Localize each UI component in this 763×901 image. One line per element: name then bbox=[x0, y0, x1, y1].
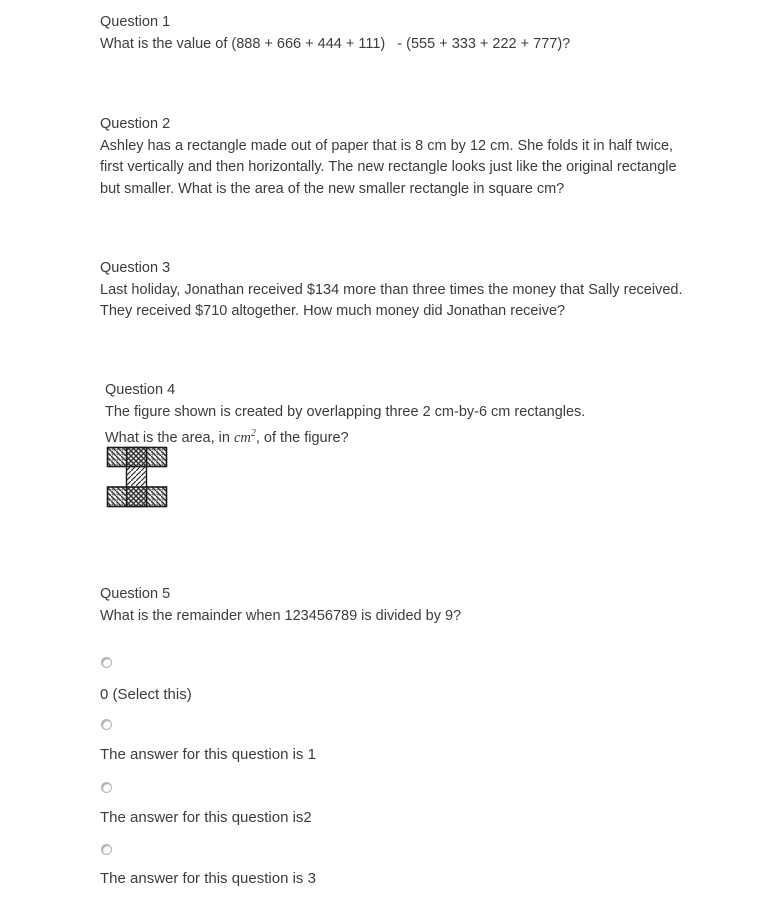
question-3-heading: Question 3 bbox=[100, 260, 171, 276]
question-5 bbox=[100, 584, 461, 627]
question-4-math-before: What is the area, in bbox=[105, 429, 234, 446]
answer-radio-3[interactable] bbox=[101, 844, 112, 855]
question-3-text-line: Last holiday, Jonathan received $134 more than three times the money that Sally received. bbox=[100, 281, 683, 298]
question-1 bbox=[100, 12, 570, 55]
answer-label-0[interactable]: 0 (Select this) bbox=[100, 686, 192, 703]
answer-label-1[interactable]: The answer for this question is 1 bbox=[100, 746, 316, 763]
question-4 bbox=[105, 380, 585, 449]
question-2-text-line: first vertically and then horizontally. The new rectangle looks just like the original rectangle bbox=[100, 159, 677, 175]
math-cm-squared: cm bbox=[233, 429, 251, 446]
answer-label-2[interactable]: The answer for this question is2 bbox=[100, 809, 312, 826]
question-4-heading: Question 4 bbox=[105, 382, 176, 398]
overlapping-rectangles-figure bbox=[106, 446, 168, 513]
answer-label-3[interactable]: The answer for this question is 3 bbox=[100, 870, 316, 887]
question-3 bbox=[100, 258, 683, 323]
question-3-text-line: They received $710 altogether. How much money did Jonathan receive? bbox=[100, 303, 566, 319]
question-4-text-line: The figure shown is created by overlapping three 2 cm-by-6 cm rectangles. bbox=[105, 403, 586, 420]
answer-radio-2[interactable] bbox=[101, 782, 112, 793]
answer-radio-0[interactable] bbox=[101, 657, 112, 668]
question-2 bbox=[100, 114, 677, 200]
overlapping-rectangles-svg bbox=[106, 446, 168, 508]
answer-radio-1[interactable] bbox=[101, 719, 112, 730]
question-5-text: What is the remainder when 123456789 is divided by 9? bbox=[100, 607, 462, 624]
question-2-text-line: Ashley has a rectangle made out of paper that is 8 cm by 12 cm. She folds it in half twice, bbox=[100, 137, 674, 154]
question-1-heading: Question 1 bbox=[100, 14, 171, 30]
math-superscript-2: 2 bbox=[250, 428, 256, 439]
question-2-text-line: but smaller. What is the area of the new smaller rectangle in square cm? bbox=[100, 180, 565, 197]
question-2-heading: Question 2 bbox=[100, 116, 171, 132]
figure-middle-rectangle bbox=[127, 448, 147, 507]
question-1-text: What is the value of (888 + 666 + 444 + 111) - (555 + 333 + 222 + 777)? bbox=[100, 35, 571, 52]
question-4-math-after: , of the figure? bbox=[255, 429, 349, 446]
question-5-heading: Question 5 bbox=[100, 586, 171, 602]
question-4-math-line bbox=[105, 423, 585, 449]
